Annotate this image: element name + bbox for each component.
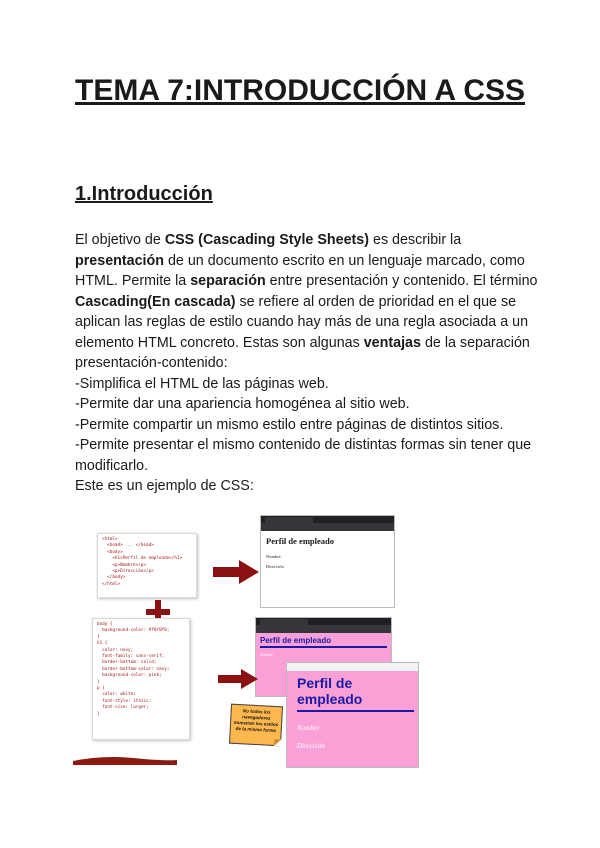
term-cascading: Cascading(En cascada)	[75, 293, 236, 310]
intro-paragraph	[75, 230, 545, 374]
code-line: }	[97, 679, 100, 685]
code-line: border-bottom: solid;	[97, 660, 157, 666]
code-line: background-color: #f0f0f0;	[97, 628, 170, 634]
code-line: border-bottom-color: navy;	[97, 666, 170, 672]
plain-line: Dirección	[266, 564, 284, 569]
code-line: background-color: pink;	[97, 673, 162, 679]
text-run: se refiere al orden de prioridad en el que se aplican las reglas de estilo cuando hay más de una regla asociada a un elemento HTML concreto. Estas son algunas	[75, 293, 529, 351]
styled-heading-small: Perfil de empleado	[260, 636, 332, 645]
brush-stroke-decoration	[73, 755, 177, 765]
css-example-figure	[70, 505, 420, 770]
styled-line: Dirección	[297, 742, 325, 750]
code-line: </body>	[102, 575, 126, 581]
intro-text	[75, 230, 545, 497]
styled-line: Nombre	[297, 724, 320, 732]
address-bar	[256, 625, 391, 633]
term-ventajas: ventajas	[363, 334, 421, 351]
term-css: CSS (Cascading Style Sheets)	[164, 232, 370, 248]
section-heading: 1.Introducción	[75, 183, 213, 205]
browser-window-plain	[260, 515, 395, 608]
code-line: }	[97, 634, 100, 640]
code-line: <h1>Perfil de empleado</h1>	[102, 556, 183, 562]
code-line: <head> ... </head>	[102, 543, 154, 549]
plain-heading: Perfil de empleado	[266, 536, 334, 546]
text-run: entre presentación y contenido. El término	[265, 273, 538, 289]
text-run: de un documento escrito en un lenguaje marcado, como HTML. Permite la	[75, 252, 525, 289]
arrow-right-icon	[218, 669, 258, 689]
browser-window-styled-front	[286, 662, 419, 768]
text-run: El objetivo de	[75, 232, 165, 248]
code-line: <p>Dirección</p>	[102, 569, 154, 575]
address-bar	[287, 663, 418, 671]
browser-tab-bar	[261, 516, 394, 523]
styled-line: Nombre	[260, 652, 273, 657]
bullet-item: -Simplifica el HTML de las páginas web.	[75, 375, 329, 392]
code-line: </html>	[102, 581, 121, 587]
bullet-item: -Permite dar una apariencia homogénea al sitio web.	[75, 396, 410, 412]
browser-tab-bar	[256, 618, 391, 625]
code-line: <p>Nombre</p>	[102, 562, 146, 568]
example-intro: Este es un ejemplo de CSS:	[75, 478, 254, 494]
term-presentacion: presentación	[75, 252, 164, 269]
page-title: TEMA 7:INTRODUCCIÓN A CSS	[75, 74, 525, 107]
code-line: h1 {	[97, 641, 108, 647]
styled-heading: Perfil de empleado	[297, 675, 363, 707]
plain-line: Nombre	[266, 554, 281, 559]
code-line: <html>	[102, 537, 118, 542]
address-bar	[261, 523, 394, 531]
code-line: p {	[97, 686, 105, 692]
code-line: font-size: larger;	[97, 705, 149, 711]
arrow-right-icon	[213, 560, 259, 584]
css-code-snippet	[92, 618, 190, 740]
term-separacion: separación	[190, 273, 266, 289]
code-line: color: navy;	[97, 647, 134, 653]
code-line: }	[97, 711, 100, 717]
sticky-note: No todos los navegadores muestran los estilos de la misma forma	[229, 704, 283, 747]
code-line: font-family: sans-serif;	[97, 654, 165, 660]
code-line: font-style: italic;	[97, 698, 152, 704]
bullet-item: -Permite compartir un mismo estilo entre páginas de distintos sitios.	[75, 416, 504, 433]
code-line: color: white;	[97, 692, 136, 698]
text-run: es describir la	[369, 232, 462, 248]
bullet-item: -Permite presentar el mismo contenido de distintas formas sin tener que modificarlo.	[75, 437, 532, 474]
code-line: body {	[97, 622, 113, 627]
code-line: <body>	[102, 549, 123, 555]
text-run: de la separación presentación-contenido:	[75, 334, 530, 371]
html-code-snippet	[97, 533, 197, 598]
